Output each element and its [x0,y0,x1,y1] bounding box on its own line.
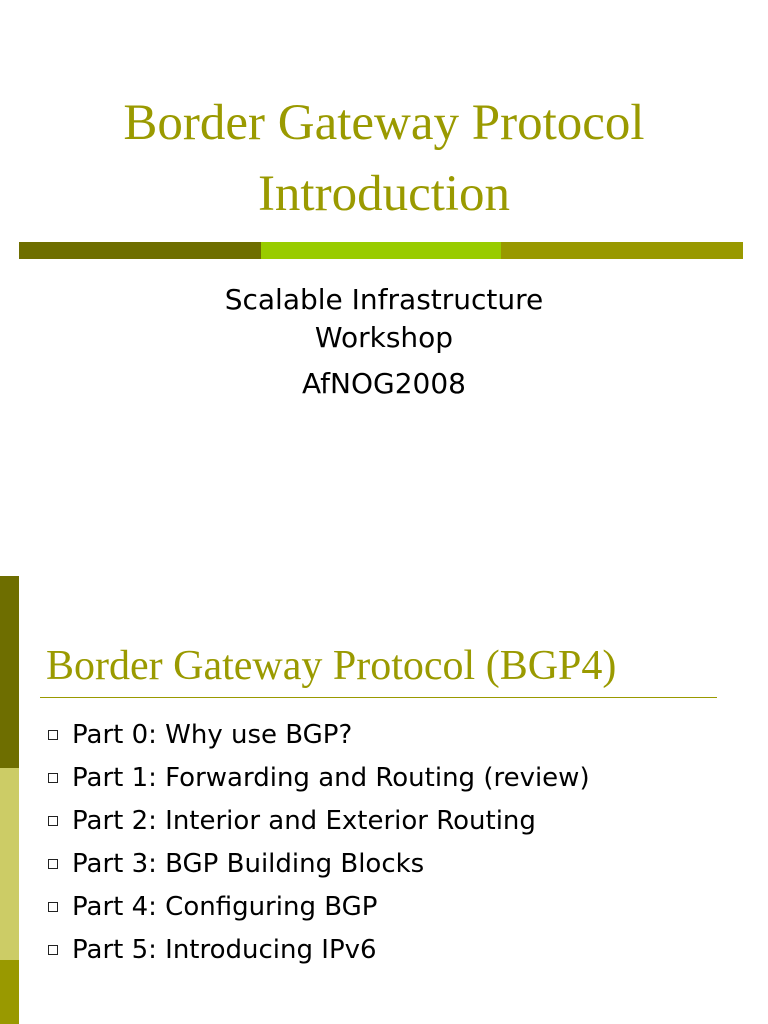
title-bar-segment-dark [19,242,261,259]
subtitle-line-2: Workshop [314,321,454,354]
list-item [48,756,590,799]
title-bar-segment-olive [501,242,743,259]
title-divider [40,697,717,698]
list-item [48,842,590,885]
agenda-slide [0,576,768,1024]
square-bullet-icon [48,730,58,740]
agenda-title: Border Gateway Protocol (BGP4) [46,643,617,689]
subtitle-line-3: AfNOG2008 [302,367,466,400]
slide-title-line-2: Introduction [257,166,511,222]
square-bullet-icon [48,902,58,912]
square-bullet-icon [48,859,58,869]
side-bar-segment-olive [0,960,19,1024]
square-bullet-icon [48,773,58,783]
square-bullet-icon [48,945,58,955]
title-bar-segment-bright [261,242,501,259]
list-item-text: Part 1: Forwarding and Routing (review) [72,762,590,793]
list-item-text: Part 0: Why use BGP? [72,719,353,750]
agenda-list [48,713,590,971]
list-item-text: Part 5: Introducing IPv6 [72,934,377,965]
side-bar-segment-light [0,768,19,960]
slide-title-line-1: Border Gateway Protocol [123,95,645,151]
list-item [48,928,590,971]
slide-title [0,88,768,230]
list-item [48,713,590,756]
list-item-text: Part 4: Configuring BGP [72,891,378,922]
side-bar-segment-dark [0,576,19,768]
list-item [48,885,590,928]
list-item [48,799,590,842]
list-item-text: Part 2: Interior and Exterior Routing [72,805,536,836]
subtitle-line-1: Scalable Infrastructure [224,283,544,316]
list-item-text: Part 3: BGP Building Blocks [72,848,425,879]
square-bullet-icon [48,816,58,826]
